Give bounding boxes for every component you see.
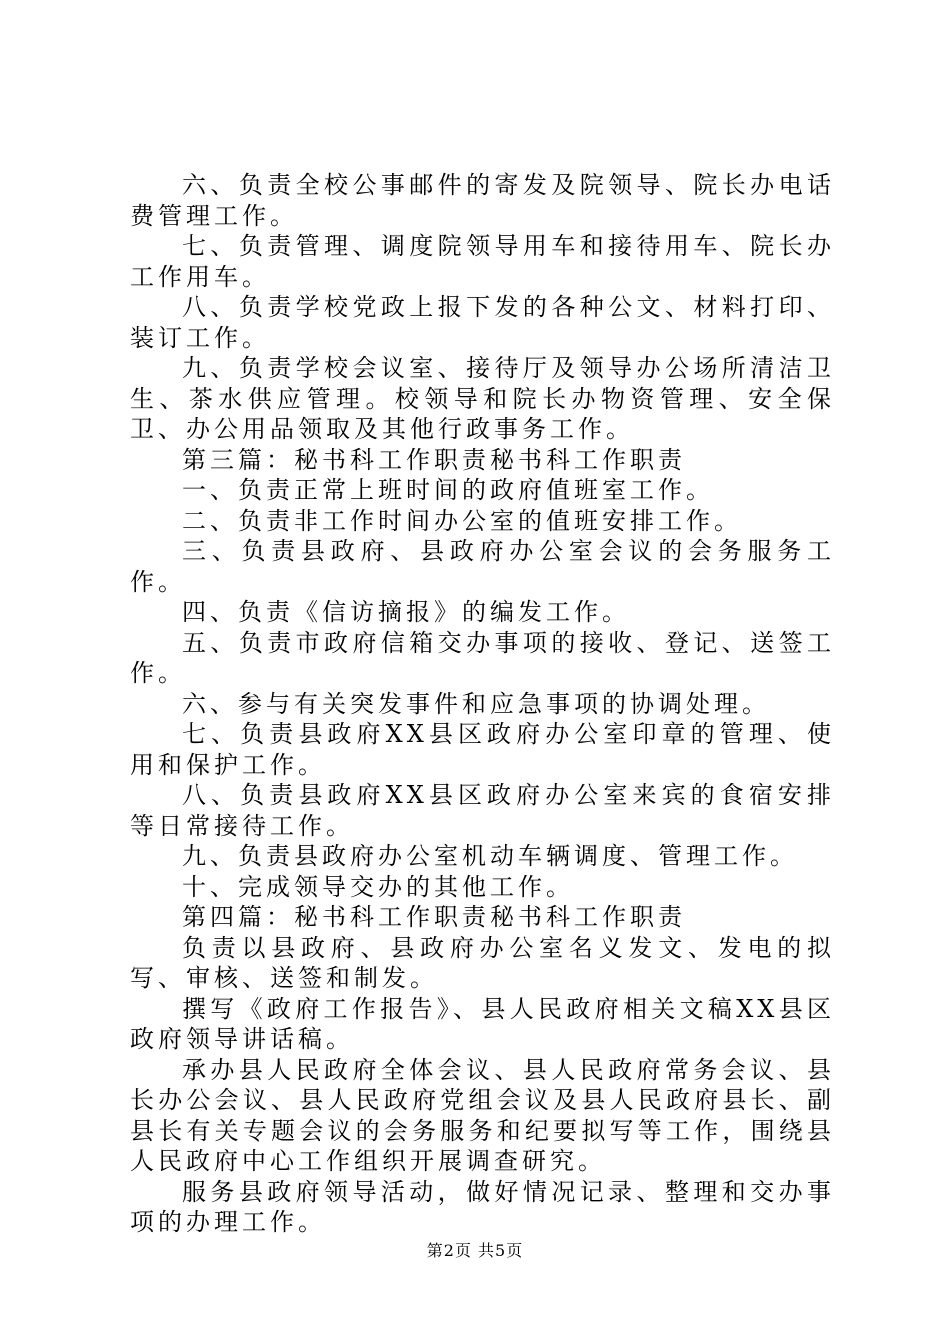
paragraph-5: 一、负责正常上班时间的政府值班室工作。 bbox=[182, 476, 714, 504]
paragraph-4: 九、负责学校会议室、接待厅及领导办公场所清洁卫生、茶水供应管理。校领导和院长办物资管理、安全保卫、办公用品领取及其他行政事务工作。 bbox=[130, 354, 835, 443]
paragraph-3: 八、负责学校党政上报下发的各种公文、材料打印、装订工作。 bbox=[130, 293, 835, 352]
paragraph-6: 二、负责非工作时间办公室的值班安排工作。 bbox=[182, 506, 742, 535]
paragraph-12: 八、负责县政府XX县区政府办公室来宾的食宿安排等日常接待工作。 bbox=[130, 781, 835, 840]
paragraph-18: 服务县政府领导活动，做好情况记录、整理和交办事项的办理工作。 bbox=[130, 1177, 835, 1236]
document-body bbox=[130, 170, 835, 1238]
paragraph-1: 六、负责全校公事邮件的寄发及院领导、院长办电话费管理工作。 bbox=[130, 171, 835, 230]
paragraph-2: 七、负责管理、调度院领导用车和接待用车、院长办工作用车。 bbox=[130, 232, 835, 291]
paragraph-9: 五、负责市政府信箱交办事项的接收、登记、送签工作。 bbox=[130, 628, 835, 687]
paragraph-7: 三、负责县政府、县政府办公室会议的会务服务工作。 bbox=[130, 537, 835, 596]
paragraph-15: 负责以县政府、县政府办公室名义发文、发电的拟写、审核、送签和制发。 bbox=[130, 933, 835, 992]
paragraph-10: 六、参与有关突发事件和应急事项的协调处理。 bbox=[182, 689, 770, 718]
paragraph-14: 十、完成领导交办的其他工作。 bbox=[182, 872, 574, 901]
paragraph-13: 九、负责县政府办公室机动车辆调度、管理工作。 bbox=[182, 842, 798, 870]
paragraph-11: 七、负责县政府XX县区政府办公室印章的管理、使用和保护工作。 bbox=[130, 720, 835, 779]
page-footer: 第2页 共5页 bbox=[426, 1241, 524, 1260]
paragraph-17: 承办县人民政府全体会议、县人民政府常务会议、县长办公会议、县人民政府党组会议及县人民政府县长、副县长有关专题会议的会务服务和纪要拟写等工作，围绕县人民政府中心工作组织开展调查研究。 bbox=[130, 1055, 835, 1175]
paragraph-16: 撰写《政府工作报告》、县人民政府相关文稿XX县区政府领导讲话稿。 bbox=[130, 994, 835, 1053]
paragraph-8: 四、负责《信访摘报》的编发工作。 bbox=[182, 598, 630, 626]
section-heading-4: 第四篇：秘书科工作职责秘书科工作职责 bbox=[182, 903, 686, 931]
section-heading-3: 第三篇：秘书科工作职责秘书科工作职责 bbox=[182, 445, 686, 474]
